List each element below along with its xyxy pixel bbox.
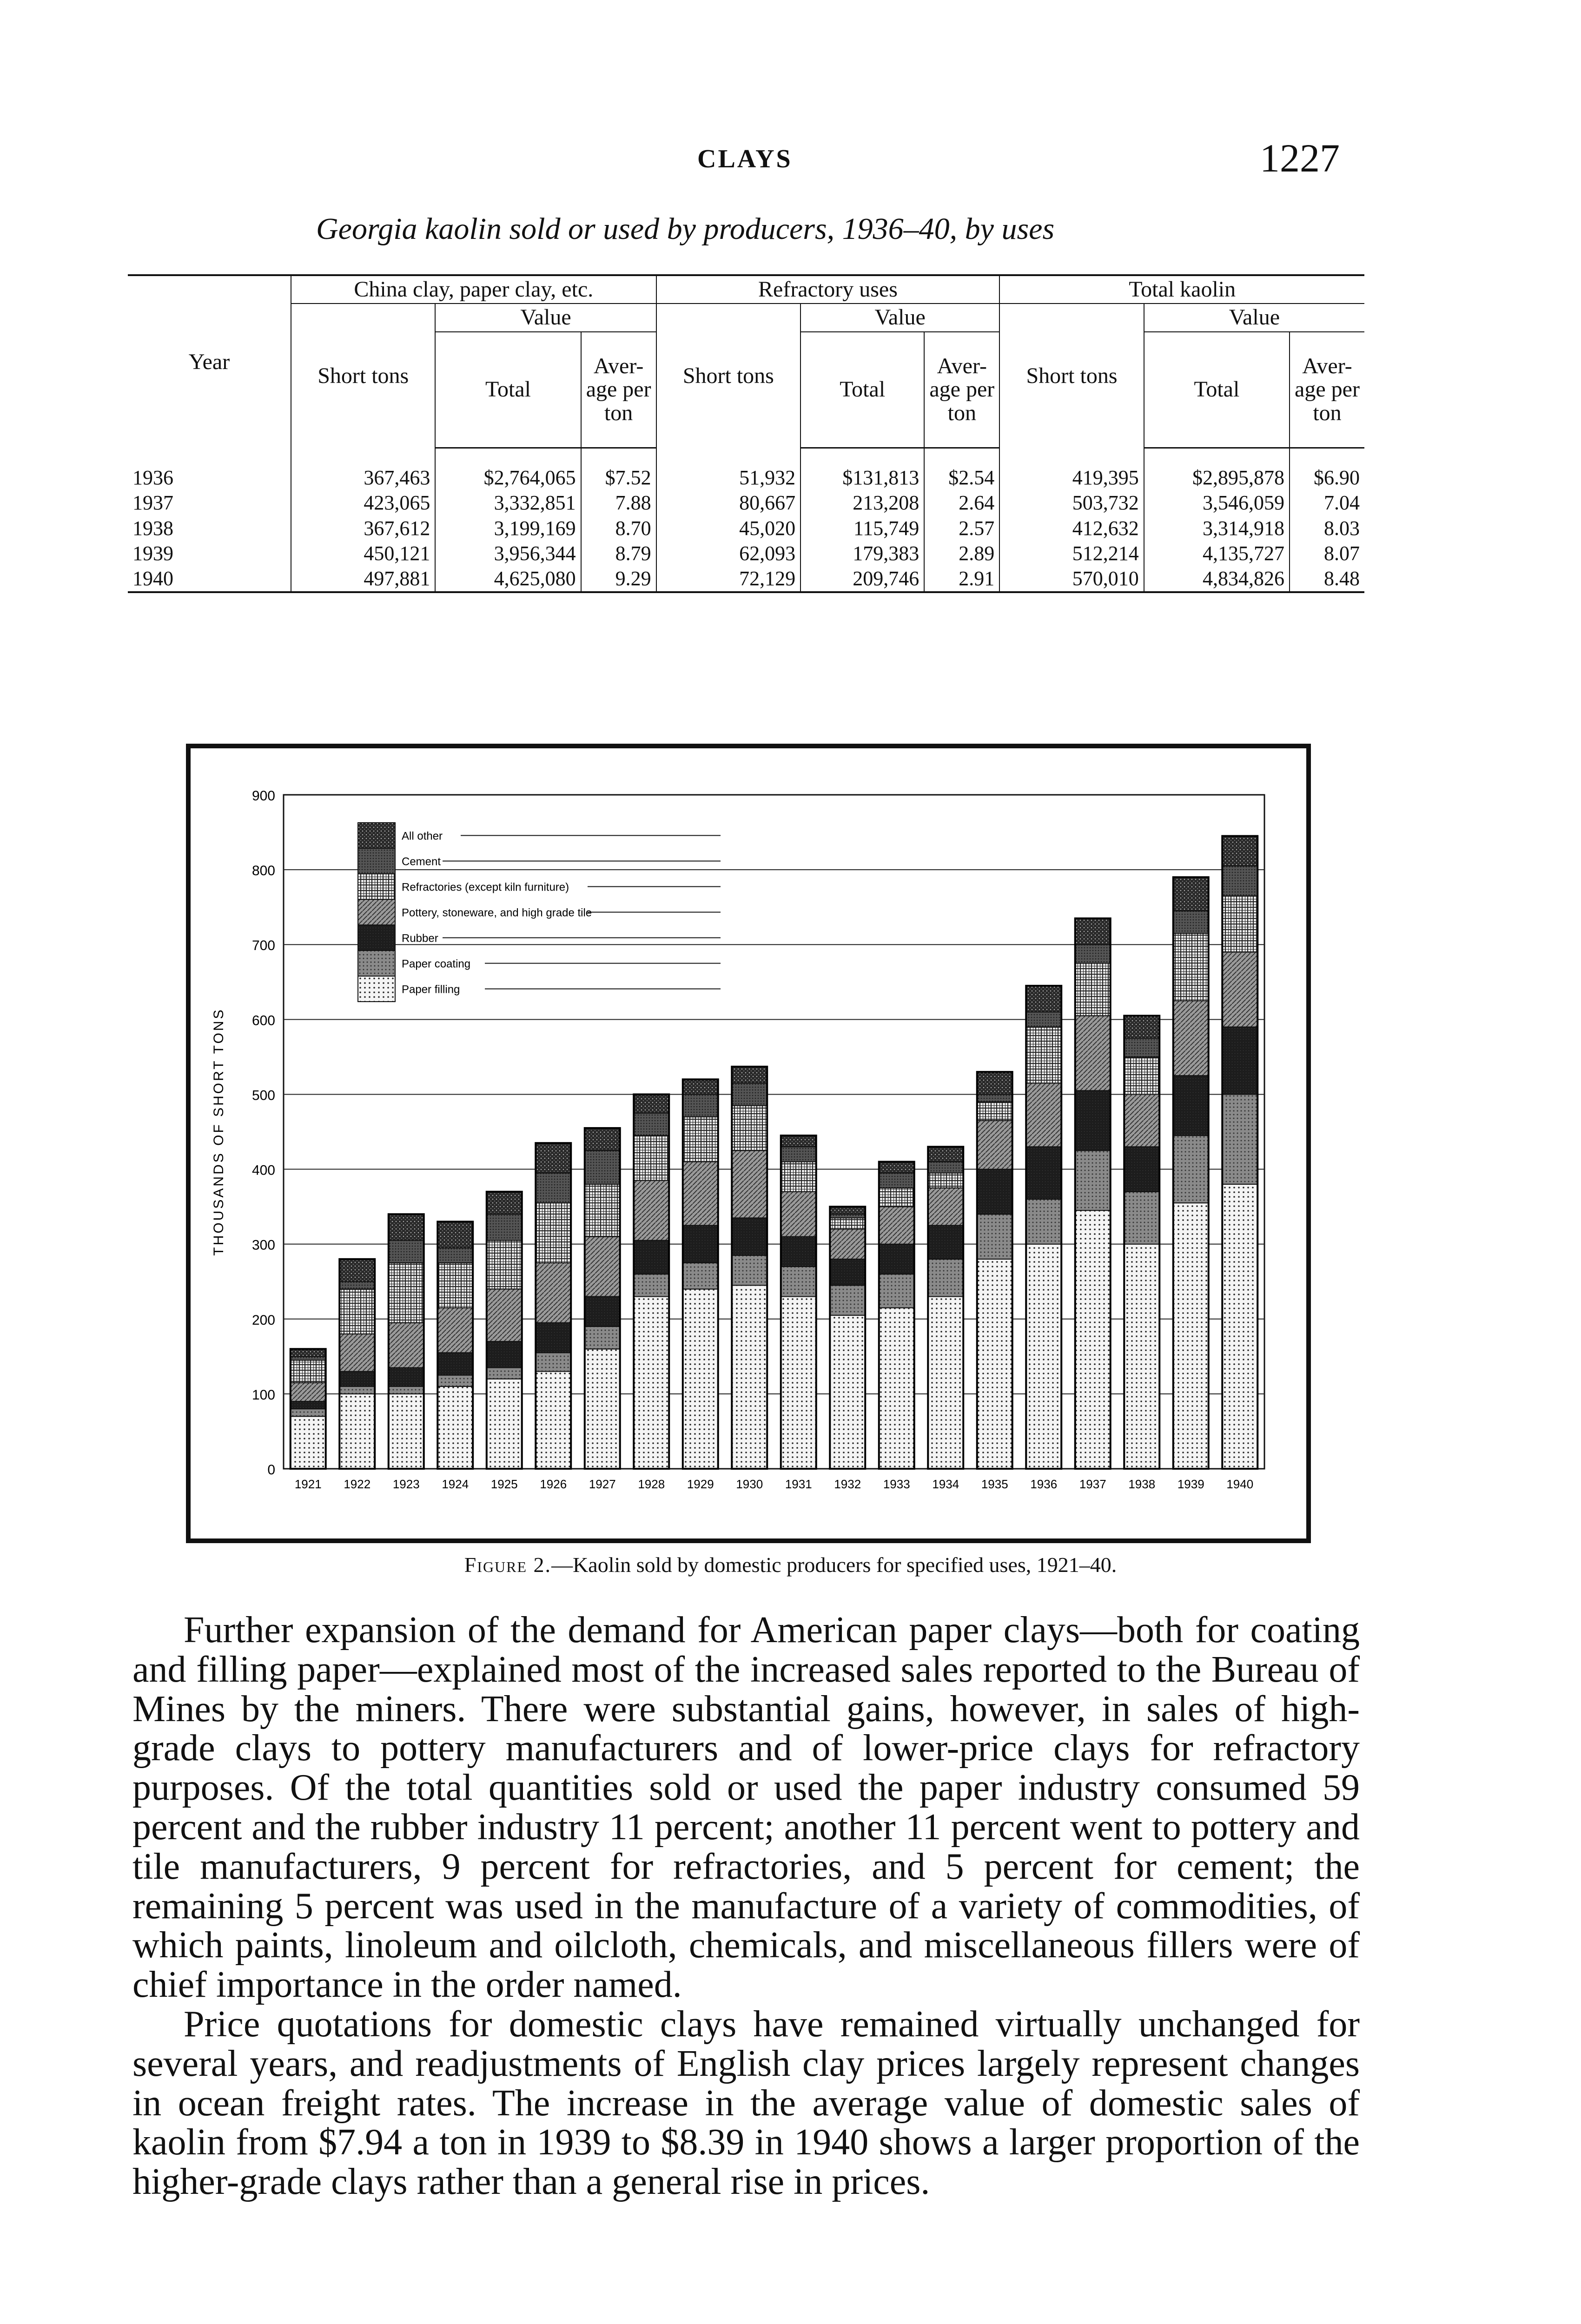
bar-segment [1222,1184,1257,1469]
bar-segment [830,1259,865,1285]
x-tick-label: 1939 [1177,1477,1204,1491]
bar-segment [487,1241,522,1289]
bar-segment [1075,1090,1111,1150]
bar-segment [879,1162,914,1173]
bar-segment [1124,1094,1159,1147]
table-cell: 4,834,826 [1144,566,1290,592]
legend-label: Refractories (except kiln furniture) [402,881,569,894]
x-tick-label: 1938 [1128,1477,1156,1491]
short-tons-header: Short tons [291,304,435,448]
table-cell: 3,314,918 [1144,516,1290,541]
legend-swatch [358,976,395,1002]
table-cell: 80,667 [656,490,800,515]
bar-segment [879,1173,914,1188]
average-header: Aver- age per ton [581,332,656,448]
bar-segment [1222,836,1257,866]
bar-segment [487,1214,522,1240]
figure-caption [0,1552,1581,1577]
table-cell: 3,546,059 [1144,490,1290,515]
bar-segment [487,1379,522,1469]
short-tons-header: Short tons [656,304,800,448]
x-tick-label: 1933 [883,1477,910,1491]
bar-segment [732,1083,767,1105]
x-tick-label: 1925 [490,1477,518,1491]
bar-segment [928,1259,963,1297]
table-cell: $2,764,065 [435,448,581,491]
bar-segment [830,1315,865,1469]
bar-segment [291,1349,326,1356]
short-tons-header: Short tons [999,304,1144,448]
bar-segment [683,1289,718,1469]
y-tick-label: 600 [251,1013,275,1029]
average-header: Aver- age per ton [1290,332,1364,448]
bar-segment [437,1308,473,1353]
bar-segment [389,1368,424,1386]
y-tick-label: 900 [251,788,275,804]
figure-frame [186,744,1311,1543]
bar-segment [634,1113,669,1136]
x-tick-label: 1935 [981,1477,1008,1491]
bar-segment [1173,1076,1209,1136]
table-cell: $131,813 [800,448,924,491]
table-cell: 3,332,851 [435,490,581,515]
legend-swatch [358,874,395,899]
table-cell: 8.79 [581,541,656,566]
total-header: Total [800,332,924,448]
table-cell: 8.07 [1290,541,1364,566]
bar-segment [1173,1001,1209,1076]
bar-segment [1222,1094,1257,1184]
bar-segment [830,1218,865,1229]
bar-segment [879,1188,914,1207]
running-header [0,135,1581,191]
x-tick-label: 1937 [1079,1477,1106,1491]
x-tick-label: 1926 [540,1477,567,1491]
bar-segment [634,1094,669,1113]
bar-segment [732,1150,767,1218]
table-row [128,541,1364,566]
bar-segment [732,1067,767,1083]
table-cell: 8.03 [1290,516,1364,541]
bar-segment [928,1225,963,1259]
table-cell: 512,214 [999,541,1144,566]
bar-segment [389,1241,424,1263]
table-cell: 2.89 [924,541,999,566]
x-tick-label: 1927 [589,1477,616,1491]
y-tick-label: 300 [251,1237,275,1253]
bar-segment [1173,1136,1209,1203]
x-tick-label: 1929 [687,1477,714,1491]
bar-segment [536,1263,571,1323]
bar-segment [1075,944,1111,963]
total-header: Total [435,332,581,448]
bar-segment [536,1203,571,1263]
year-cell: 1936 [132,466,173,489]
bar-segment [1222,866,1257,896]
value-header: Value [1144,304,1364,331]
value-header: Value [800,304,999,331]
y-tick-label: 500 [251,1088,275,1103]
table-cell: 3,956,344 [435,541,581,566]
bar-segment [732,1218,767,1255]
bar-segment [1124,1038,1159,1057]
bar-segment [1222,952,1257,1027]
legend-label: Cement [402,855,441,868]
bar-segment [585,1184,620,1237]
table-row [128,516,1364,541]
figure-label: Figure 2. [464,1553,552,1577]
bar-segment [437,1248,473,1263]
bar-segment [879,1274,914,1308]
table-cell: 8.48 [1290,566,1364,592]
bar-segment [536,1323,571,1353]
bar-segment [585,1327,620,1349]
bar-segment [928,1173,963,1188]
table-cell: 367,463 [291,448,435,491]
year-header: Year [128,275,291,448]
bar-segment [585,1349,620,1469]
stacked-bar-chart [191,748,1306,1538]
table-cell: 72,129 [656,566,800,592]
table-cell: 213,208 [800,490,924,515]
table-caption: Georgia kaolin sold or used by producers, 1936–40, by uses [316,212,1055,246]
bar-segment [781,1192,816,1237]
bar-segment [291,1360,326,1382]
table-row [128,566,1364,592]
legend-swatch [358,925,395,951]
bar-segment [1026,986,1061,1012]
bar-segment [977,1259,1012,1469]
bar-segment [487,1368,522,1379]
body-text [132,1611,1360,2202]
year-cell: 1938 [132,516,173,540]
x-tick-label: 1930 [736,1477,763,1491]
table-cell: 570,010 [999,566,1144,592]
y-tick-label: 0 [267,1462,275,1478]
total-header: Total [1144,332,1290,448]
bar-segment [1124,1016,1159,1038]
table-cell: 2.91 [924,566,999,592]
bar-segment [437,1386,473,1469]
bar-segment [830,1214,865,1218]
bar-segment [291,1383,326,1401]
plot-frame [284,795,1264,1469]
bar-segment [781,1147,816,1162]
table-cell: 45,020 [656,516,800,541]
bar-segment [1124,1244,1159,1469]
bar-segment [1173,877,1209,911]
bar-segment [1075,1210,1111,1469]
bar-segment [389,1394,424,1469]
bar-segment [585,1296,620,1326]
bar-segment [536,1353,571,1371]
table-cell: 7.04 [1290,490,1364,515]
bar-segment [339,1281,375,1289]
bar-segment [1124,1192,1159,1244]
bar-segment [830,1207,865,1214]
bar-segment [781,1136,816,1147]
table-cell: $2.54 [924,448,999,491]
bar-segment [1075,964,1111,1016]
table-cell: 2.57 [924,516,999,541]
bar-segment [291,1356,326,1360]
bar-segment [487,1289,522,1341]
bar-segment [291,1409,326,1416]
legend-label: Pottery, stoneware, and high grade tile [402,906,592,919]
table-cell: 503,732 [999,490,1144,515]
year-cell: 1939 [132,541,173,565]
bar-segment [634,1274,669,1296]
bar-segment [339,1289,375,1334]
bar-segment [291,1416,326,1469]
bar-segment [732,1106,767,1151]
running-title: CLAYS [697,145,793,173]
x-tick-label: 1928 [638,1477,665,1491]
bar-segment [1026,1083,1061,1147]
year-cell: 1937 [132,491,173,515]
legend-label: All other [402,830,443,843]
x-tick-label: 1922 [344,1477,371,1491]
x-tick-label: 1940 [1226,1477,1254,1491]
table-cell: 450,121 [291,541,435,566]
bar-segment [928,1296,963,1469]
bar-segment [781,1162,816,1191]
bar-segment [634,1241,669,1274]
table-cell: 4,625,080 [435,566,581,592]
group-header-china-clay: China clay, paper clay, etc. [291,275,656,304]
table-cell: $7.52 [581,448,656,491]
legend-label: Paper filling [402,983,460,996]
y-tick-label: 200 [251,1312,275,1328]
bar-segment [389,1386,424,1394]
table-cell: 412,632 [999,516,1144,541]
bar-segment [1026,1027,1061,1083]
table-cell: $2,895,878 [1144,448,1290,491]
bar-segment [437,1263,473,1308]
bar-segment [1173,911,1209,933]
bar-segment [830,1229,865,1259]
bar-segment [977,1214,1012,1259]
bar-segment [1075,1016,1111,1090]
legend-swatch [358,823,395,848]
table-cell: 7.88 [581,490,656,515]
bar-segment [339,1386,375,1394]
bar-segment [487,1192,522,1214]
legend-swatch [358,848,395,874]
y-tick-label: 800 [251,863,275,879]
table-cell: 4,135,727 [1144,541,1290,566]
bar-segment [1026,1244,1061,1469]
bar-segment [879,1207,914,1244]
table-cell: 51,932 [656,448,800,491]
bar-segment [437,1353,473,1375]
table-cell: 3,199,169 [435,516,581,541]
bar-segment [683,1263,718,1289]
bar-segment [437,1375,473,1386]
bar-segment [585,1150,620,1184]
y-tick-label: 100 [251,1387,275,1403]
bar-segment [977,1121,1012,1169]
bar-segment [487,1341,522,1367]
bar-segment [977,1169,1012,1215]
bar-segment [1026,1147,1061,1199]
page-number: 1227 [1260,136,1340,180]
bar-segment [339,1259,375,1281]
bar-segment [1026,1012,1061,1027]
bar-segment [977,1102,1012,1121]
bar-segment [1222,1027,1257,1094]
table-cell: 419,395 [999,448,1144,491]
bar-segment [781,1237,816,1267]
bar-segment [683,1094,718,1116]
table-cell: 497,881 [291,566,435,592]
bar-segment [683,1225,718,1263]
bar-segment [928,1162,963,1173]
bar-segment [683,1162,718,1225]
x-tick-label: 1936 [1030,1477,1058,1491]
y-axis-label: THOUSANDS OF SHORT TONS [211,1008,226,1256]
table-cell: 2.64 [924,490,999,515]
bar-segment [339,1394,375,1469]
bar-segment [389,1323,424,1368]
bar-segment [536,1372,571,1469]
bar-segment [977,1072,1012,1094]
bar-segment [732,1285,767,1469]
bar-segment [1075,918,1111,944]
x-tick-label: 1932 [834,1477,861,1491]
bar-segment [928,1188,963,1226]
bar-segment [1026,1199,1061,1244]
year-cell: 1940 [128,566,291,592]
bar-segment [683,1079,718,1094]
x-tick-label: 1934 [932,1477,959,1491]
bar-segment [781,1267,816,1296]
bar-segment [634,1136,669,1181]
bar-segment [781,1296,816,1469]
bar-segment [536,1173,571,1203]
x-tick-label: 1921 [294,1477,322,1491]
group-header-refractory: Refractory uses [656,275,1000,304]
bar-segment [339,1334,375,1372]
bar-segment [585,1237,620,1297]
paragraph: Further expansion of the demand for American paper clays—both for coating and filling paper—explained most of the increased sales reported to the Bureau of Mines by the miners. There were substantial gains, however, in sales of high-grade clays to pottery manufacturers and of lower-price clays for refractory purposes. Of the total quantities sold or used the paper industry consumed 59 percent and the rubber industry 11 percent; another 11 percent went to pottery and tile manufacturers, 9 percent for refractories, and 5 percent for cement; the remaining 5 percent was used in the manufacture of a variety of commodities, of which paints, linoleum and oilcloth, chemicals, and miscellaneous fillers were of chief importance in the order named. [132,1610,1360,2006]
bar-segment [977,1094,1012,1102]
bar-segment [879,1244,914,1274]
bar-segment [634,1296,669,1469]
table-cell: 423,065 [291,490,435,515]
average-header: Aver- age per ton [924,332,999,448]
bar-segment [339,1372,375,1386]
bar-segment [389,1263,424,1323]
table-cell: 367,612 [291,516,435,541]
table-cell: 209,746 [800,566,924,592]
bar-segment [585,1128,620,1150]
table-row [128,490,1364,515]
y-tick-label: 700 [251,938,275,954]
bar-segment [634,1181,669,1241]
bar-segment [879,1308,914,1469]
bar-segment [830,1285,865,1315]
group-header-total: Total kaolin [999,275,1364,304]
bar-segment [1075,1150,1111,1210]
legend-swatch [358,899,395,925]
table-cell: 62,093 [656,541,800,566]
table-cell: 8.70 [581,516,656,541]
bar-segment [1222,896,1257,952]
value-header: Value [435,304,656,331]
y-tick-label: 400 [251,1162,275,1178]
table-cell: $6.90 [1290,448,1364,491]
bar-segment [1124,1147,1159,1192]
legend-swatch [358,951,395,976]
bar-segment [928,1147,963,1162]
kaolin-table [128,274,1364,593]
table-row [128,448,1364,491]
bar-segment [1173,1203,1209,1469]
bar-segment [1173,933,1209,1001]
bar-segment [683,1117,718,1162]
bar-segment [536,1143,571,1173]
bar-segment [389,1214,424,1240]
table-cell: 179,383 [800,541,924,566]
bar-segment [437,1221,473,1248]
bar-segment [1124,1057,1159,1095]
legend-label: Rubber [402,932,438,945]
x-tick-label: 1923 [392,1477,420,1491]
paragraph: Price quotations for domestic clays have remained virtually unchanged for several years, and readjustments of English clay prices largely represent changes in ocean freight rates. The increase in the average value of domestic sales of kaolin from $7.94 a ton in 1939 to $8.39 in 1940 shows a larger proportion of the higher-grade clays rather than a general rise in prices. [132,2003,1360,2203]
x-tick-label: 1931 [785,1477,812,1491]
table-cell: 9.29 [581,566,656,592]
x-tick-label: 1924 [442,1477,469,1491]
bar-segment [291,1401,326,1409]
figure-caption-text: —Kaolin sold by domestic producers for specified uses, 1921–40. [551,1553,1117,1577]
table-cell: 115,749 [800,516,924,541]
bar-segment [732,1255,767,1285]
legend-label: Paper coating [402,957,471,971]
